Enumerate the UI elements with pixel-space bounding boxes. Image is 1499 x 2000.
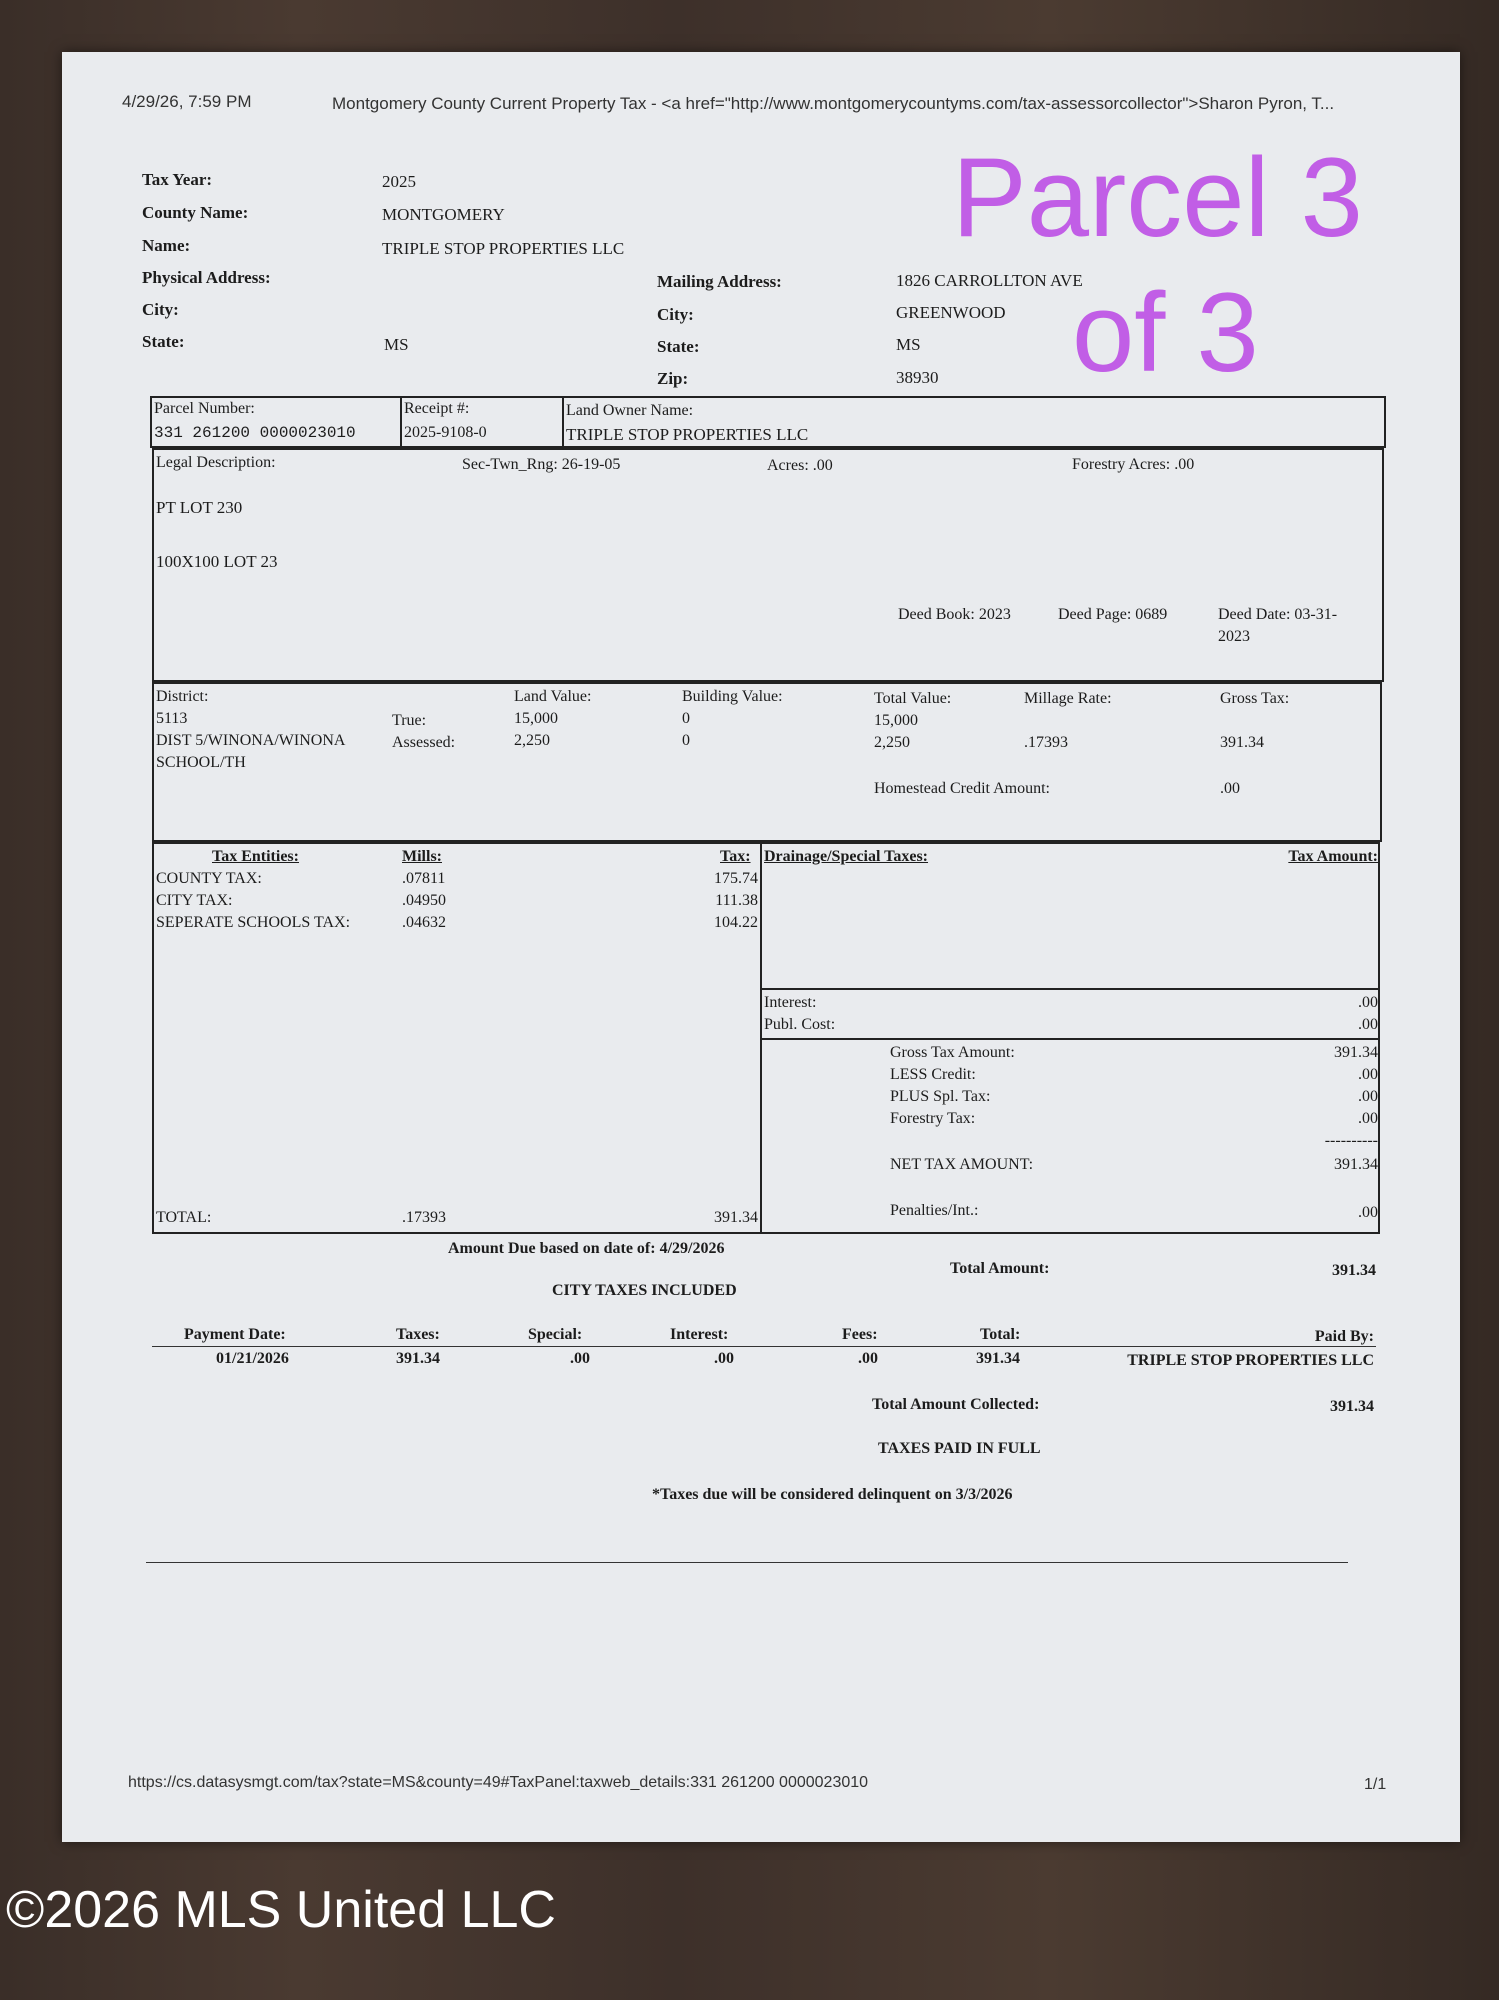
forestry-tax-value: .00: [1358, 1110, 1378, 1127]
landowner-value: TRIPLE STOP PROPERTIES LLC: [566, 425, 809, 444]
taxes-header: Taxes:: [396, 1326, 440, 1343]
tax-year-label: Tax Year:: [142, 170, 213, 189]
district-label: District:: [156, 688, 209, 705]
plus-spl-tax-label: PLUS Spl. Tax:: [890, 1088, 991, 1105]
district-code: 5113: [156, 710, 188, 727]
legal-line-1: PT LOT 230: [156, 498, 243, 517]
dashes: ----------: [1324, 1132, 1378, 1149]
publ-cost-label: Publ. Cost:: [764, 1016, 836, 1033]
net-tax-label: NET TAX AMOUNT:: [890, 1156, 1034, 1173]
mills-header: Mills:: [402, 848, 442, 865]
homestead-label: Homestead Credit Amount:: [874, 780, 1050, 797]
tax-amount-header: Tax Amount:: [1288, 848, 1378, 865]
land-true: 15,000: [514, 710, 558, 727]
true-label: True:: [392, 712, 427, 729]
land-value-label: Land Value:: [514, 688, 592, 705]
drainage-header: Drainage/Special Taxes:: [764, 848, 929, 865]
amount-due-date: Amount Due based on date of: 4/29/2026: [448, 1240, 725, 1257]
landowner-label: Land Owner Name:: [566, 402, 694, 419]
entity-mills: .07811: [402, 870, 446, 887]
legal-description-box: [152, 448, 1384, 682]
entity-name: COUNTY TAX:: [156, 870, 262, 887]
deed-date-2: 2023: [1218, 628, 1250, 645]
tax-year-value: 2025: [382, 172, 416, 191]
legal-line-2: 100X100 LOT 23: [156, 552, 278, 571]
payment-special-value: .00: [570, 1350, 590, 1367]
less-credit-label: LESS Credit:: [890, 1066, 976, 1083]
gross-tax-amount-label: Gross Tax Amount:: [890, 1044, 1015, 1061]
footer-url: https://cs.datasysmgt.com/tax?state=MS&county=49#TaxPanel:taxweb_details:331 261200 0000023010: [128, 1774, 869, 1791]
building-assessed: 0: [682, 732, 690, 749]
mailing-state-label: State:: [657, 337, 700, 356]
mailing-address-value: 1826 CARROLLTON AVE: [896, 271, 1083, 290]
tax-receipt-page: [62, 52, 1460, 1842]
tax-header: Tax:: [720, 848, 751, 865]
paid-by-value: TRIPLE STOP PROPERTIES LLC: [1127, 1352, 1374, 1369]
gross-tax-value: 391.34: [1220, 734, 1264, 751]
parcel-stamp-line1: Parcel 3: [952, 135, 1363, 260]
entity-name: CITY TAX:: [156, 892, 233, 909]
print-datetime: 4/29/26, 7:59 PM: [122, 92, 252, 111]
total-amount-value: 391.34: [1332, 1262, 1376, 1279]
total-true: 15,000: [874, 712, 918, 729]
district-name-2: SCHOOL/TH: [156, 754, 246, 771]
mailing-address-label: Mailing Address:: [657, 272, 782, 291]
payment-total-value: 391.34: [976, 1350, 1020, 1367]
mailing-state-value: MS: [896, 335, 921, 354]
homestead-value: .00: [1220, 780, 1240, 797]
entities-total-mills: .17393: [402, 1209, 446, 1226]
entity-mills: .04950: [402, 892, 446, 909]
total-value-label: Total Value:: [874, 690, 952, 707]
interest-header: Interest:: [670, 1326, 729, 1343]
state-label: State:: [142, 332, 185, 351]
entity-name: SEPERATE SCHOOLS TAX:: [156, 914, 351, 931]
name-label: Name:: [142, 236, 191, 255]
building-value-label: Building Value:: [682, 688, 783, 705]
divider: [152, 1346, 1376, 1347]
district-name-1: DIST 5/WINONA/WINONA: [156, 732, 346, 749]
copyright-watermark: ©2026 MLS United LLC: [6, 1881, 556, 1939]
total-assessed: 2,250: [874, 734, 910, 751]
taxes-paid-in-full: TAXES PAID IN FULL: [878, 1440, 1041, 1457]
parcel-number-label: Parcel Number:: [154, 400, 255, 417]
state-value: MS: [384, 335, 409, 354]
land-assessed: 2,250: [514, 732, 550, 749]
parcel-number-value: 331 261200 0000023010: [154, 424, 356, 442]
divider: [400, 396, 402, 448]
gross-tax-amount-value: 391.34: [1334, 1044, 1378, 1061]
legal-description-label: Legal Description:: [156, 454, 276, 471]
payment-fees-value: .00: [858, 1350, 878, 1367]
deed-book: Deed Book: 2023: [898, 606, 1011, 623]
penalties-label: Penalties/Int.:: [890, 1202, 979, 1219]
payment-taxes-value: 391.34: [396, 1350, 440, 1367]
penalties-value: .00: [1358, 1204, 1378, 1221]
values-box: [152, 682, 1382, 842]
payment-date-header: Payment Date:: [184, 1326, 286, 1343]
city-label: City:: [142, 300, 179, 319]
millage-label: Millage Rate:: [1024, 690, 1112, 707]
divider: [562, 396, 564, 448]
physical-address-label: Physical Address:: [142, 268, 271, 287]
gross-tax-label: Gross Tax:: [1220, 690, 1290, 707]
divider: [760, 988, 1380, 990]
plus-spl-tax-value: .00: [1358, 1088, 1378, 1105]
payment-date-value: 01/21/2026: [216, 1350, 289, 1367]
total-header: Total:: [980, 1326, 1021, 1343]
print-title: Montgomery County Current Property Tax - <a href="http://www.montgomerycountyms.com/tax-assessorcollector">Sharon Pyron, T...: [332, 94, 1335, 113]
paid-by-header: Paid By:: [1314, 1328, 1374, 1345]
special-header: Special:: [528, 1326, 583, 1343]
divider: [760, 1038, 1380, 1040]
total-collected-value: 391.34: [1330, 1398, 1374, 1415]
mailing-zip-value: 38930: [896, 368, 939, 387]
entity-tax: 111.38: [715, 892, 758, 909]
entity-mills: .04632: [402, 914, 446, 931]
page-number: 1/1: [1364, 1776, 1387, 1793]
deed-date-1: Deed Date: 03-31-: [1218, 606, 1338, 623]
acres: Acres: .00: [767, 457, 833, 474]
city-taxes-included: CITY TAXES INCLUDED: [552, 1282, 737, 1299]
forestry-tax-label: Forestry Tax:: [890, 1110, 976, 1127]
county-label: County Name:: [142, 203, 249, 222]
total-collected-label: Total Amount Collected:: [872, 1396, 1040, 1413]
name-value: TRIPLE STOP PROPERTIES LLC: [382, 239, 625, 258]
forestry-acres: Forestry Acres: .00: [1072, 456, 1195, 473]
less-credit-value: .00: [1358, 1066, 1378, 1083]
entities-total-label: TOTAL:: [156, 1209, 212, 1226]
delinquent-note: *Taxes due will be considered delinquent on 3/3/2026: [652, 1486, 1013, 1503]
parcel-stamp-line2: of 3: [1072, 270, 1259, 395]
payment-interest-value: .00: [714, 1350, 734, 1367]
deed-page: Deed Page: 0689: [1058, 606, 1168, 623]
receipt-value: 2025-9108-0: [404, 424, 487, 441]
building-true: 0: [682, 710, 690, 727]
net-tax-value: 391.34: [1334, 1156, 1378, 1173]
interest-value: .00: [1358, 994, 1378, 1011]
millage-value: .17393: [1024, 734, 1068, 751]
assessed-label: Assessed:: [392, 734, 456, 751]
sec-twn-rng: Sec-Twn_Rng: 26-19-05: [462, 456, 621, 473]
entity-tax: 104.22: [714, 914, 758, 931]
mailing-city-value: GREENWOOD: [896, 303, 1006, 322]
total-amount-label: Total Amount:: [950, 1260, 1050, 1277]
tax-entities-header: Tax Entities:: [212, 848, 299, 865]
divider: [146, 1562, 1348, 1563]
interest-label: Interest:: [764, 994, 817, 1011]
county-value: MONTGOMERY: [382, 205, 505, 224]
entities-total-tax: 391.34: [714, 1209, 758, 1226]
mailing-city-label: City:: [657, 305, 694, 324]
fees-header: Fees:: [842, 1326, 878, 1343]
mailing-zip-label: Zip:: [657, 369, 689, 388]
receipt-label: Receipt #:: [404, 400, 470, 417]
publ-cost-value: .00: [1358, 1016, 1378, 1033]
entity-tax: 175.74: [714, 870, 758, 887]
